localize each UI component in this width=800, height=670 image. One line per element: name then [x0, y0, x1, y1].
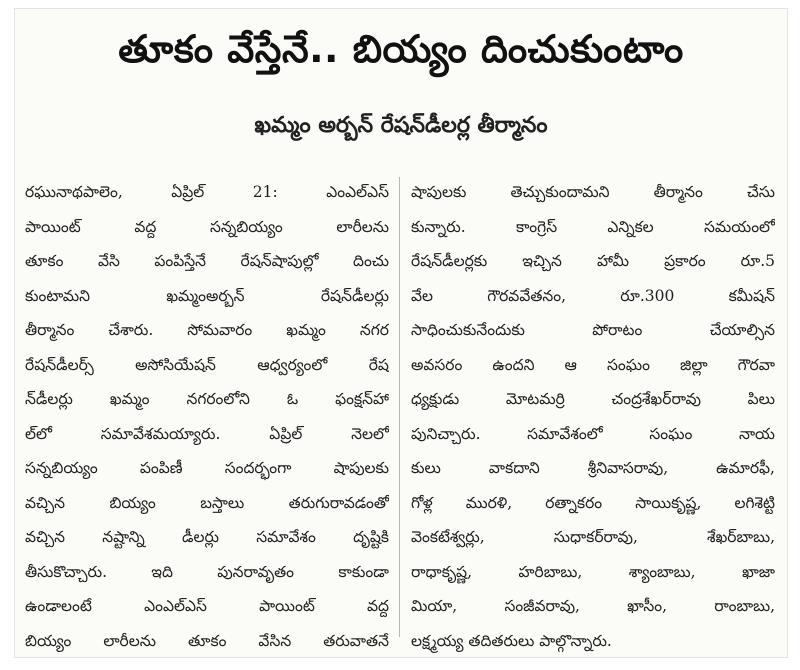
text-line: సాధించుకునేందుకు పోరాటం చేయాల్సిన — [411, 321, 775, 339]
article-column-right — [411, 175, 775, 658]
text-line: గోళ్ల మురళి, రత్నాకరం సాయికృష్ణ, లగిశెట్టి — [411, 493, 775, 512]
text-line: తూకం వేసి పంపిస్తేనే రేషన్‌షాపుల్లో దించు — [25, 252, 389, 270]
column-divider — [399, 177, 400, 637]
article-column-left — [25, 175, 389, 658]
text-line: పాయింట్ వద్ద సన్నబియ్యం లారీలను — [25, 217, 389, 236]
text-line: కున్నారు. కాంగ్రెస్ ఎన్నికల సమయంలో — [411, 217, 775, 236]
text-line: రేషన్‌డీలర్స్ అసోసియేషన్ ఆధ్వర్యంలో రేష — [25, 355, 389, 374]
text-line: కులు వాకదాని శ్రీనివాసరావు, ఉమారఫీ, — [411, 459, 775, 477]
text-line: వేల గౌరవవేతనం, రూ.300 కమీషన్ — [411, 286, 775, 305]
text-line: వెంకటేశ్వర్లు, సుధాకర్‌రావు, శేఖర్‌బాబు, — [411, 528, 775, 546]
subheadline: ఖమ్మం అర్బన్ రేషన్‌డీలర్ల తీర్మానం — [254, 113, 548, 138]
text-line: పునిచ్చారు. సమావేశంలో సంఘం నాయ — [411, 424, 775, 443]
text-line: రేషన్‌డీలర్లకు ఇచ్చిన హామీ ప్రకారం రూ.5 — [411, 252, 775, 270]
text-line: వచ్చిన బియ్యం బస్తాలు తరుగురావడంతో — [25, 493, 389, 512]
text-line: లక్ష్మయ్య తదితరులు పాల్గొన్నారు. — [411, 631, 612, 650]
text-line: బియ్యం లారీలను తూకం వేసిన తరువాతనే — [25, 631, 389, 650]
text-line: ల్‌లో సమావేశమయ్యారు. ఏప్రిల్ నెలలో — [25, 424, 389, 443]
text-line: మియా, సంజీవరావు, ఖాసీం, రాంబాబు, — [411, 597, 775, 615]
text-line: రాధాకృష్ణ, హరిబాబు, శ్యాంబాబు, ఖాజా — [411, 562, 775, 581]
text-line: న్‌డీలర్లు ఖమ్మం నగరంలోని ఓ ఫంక్షన్‌హా — [25, 390, 389, 408]
text-line: తీర్మానం చేశారు. సోమవారం ఖమ్మం నగర — [25, 321, 389, 339]
text-line: షాపులకు తెచ్చుకుందామని తీర్మానం చేసు — [411, 183, 775, 201]
text-line: వచ్చిన నష్టాన్ని డీలర్లు సమావేశం దృష్టికి — [25, 528, 389, 546]
headline: తూకం వేస్తేనే.. బియ్యం దించుకుంటాం — [118, 27, 684, 71]
text-line: తీసుకొచ్చారు. ఇది పునరావృతం కాకుండా — [25, 562, 389, 581]
text-line: ఉండాలంటే ఎంఎల్ఎస్ పాయింట్ వద్ద — [25, 597, 389, 615]
news-clipping — [14, 8, 788, 658]
text-line: అవసరం ఉందని ఆ సంఘం జిల్లా గౌరవా — [411, 355, 775, 374]
text-line: కుంటామని ఖమ్మంఅర్బన్ రేషన్‌డీలర్లు — [25, 286, 389, 305]
text-line: ధ్యక్షుడు మోటమర్రి చంద్రశేఖర్‌రావు పిలు — [411, 390, 775, 408]
text-line: రఘునాథపాలెం, ఏప్రిల్ 21: ఎంఎల్ఎస్ — [25, 183, 389, 201]
text-line: సన్నబియ్యం పంపిణీ సందర్భంగా షాపులకు — [25, 459, 389, 477]
